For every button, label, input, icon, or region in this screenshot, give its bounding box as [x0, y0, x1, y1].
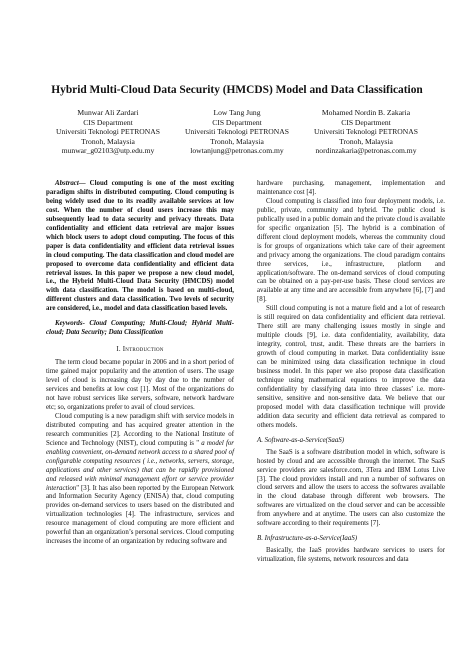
abstract	[46, 180, 234, 314]
author-name: Munwar Ali Zardari	[77, 108, 139, 117]
left-column	[46, 180, 234, 547]
author-university: Universiti Teknologi PETRONAS	[56, 127, 160, 137]
abstract-text: Cloud computing is one of the most exciting paradigm shifts in distributed computing. Cloud computing is being widely used due to its readily available services at low cost. When the number of cloud users increase this may subsequently lead to data security and privacy threats. Data confidentiality and efficient data retrieval are major issues which block users to adopt cloud computing. The focus of this paper is data confidentiality and efficient data retrieval issues in cloud computing. The data classification and cloud model are proposed to overcome data confidentiality and efficient data retrieval issues. In this paper we propose a new cloud model, i.e., the Hybrid Multi-Cloud Data Security (HMCDS) model with data classification. The model is based on multi-cloud, different clusters and data classification. Two levels of security are considered, i.e., model and data classification based levels.	[46, 180, 234, 313]
paragraph: hardware purchasing, management, implementation and maintenance cost [4].	[257, 180, 445, 196]
author-university: Universiti Teknologi PETRONAS	[314, 127, 418, 137]
author-block-1	[33, 108, 183, 156]
author-email: nordinzakaria@petronas.com.my	[315, 146, 417, 156]
author-name: Mohamed Nordin B. Zakaria	[321, 108, 411, 117]
author-city: Tronoh, Malaysia	[339, 136, 393, 146]
paragraph: Cloud computing is classified into four deployment models, i.e. public, private, community and hybrid. The public cloud is publically used in a public domain and the private cloud is available for specific organization [5]. The hybrid is a combination of different cloud deployment models, whereas the community cloud is for groups of organizations which take care of their agreement and privacy among the organizations. The cloud paradigm contains three services, i.e., infrastructure, platform and application/software. The on-demand services of cloud computing can be obtained on a pay-per-use basis. These cloud services are available at any time and are accessible from anywhere [6], [7] and [8].	[257, 197, 445, 304]
author-name: Low Tang Jung	[213, 108, 261, 117]
author-university: Universiti Teknologi PETRONAS	[185, 127, 289, 137]
author-email: lowtanjung@petronas.com.my	[190, 146, 284, 156]
author-city: Tronoh, Malaysia	[81, 136, 135, 146]
author-dept: CIS Department	[83, 117, 133, 127]
paragraph: Still cloud computing is not a mature field and a lot of research is still required on data confidentiality and efficient data retrieval. There still are many challenging issues mostly in single and multiple clouds [9], i.e. data confidentiality, availability, data integrity, control, trust, audit. These threats are the barriers in growth of cloud computing in market. Data confidentiality issue can be minimized using data classification technique in cloud business model. In this paper we also propose data classification technique using mathematical equations to improve the data confidentiality by classifying data into three classes’ i.e. more-sensitive, sensitive and non-sensitive data. We believe that our proposed model with data classification technique will provide addition data security and efficient data retrieval as compared to others models.	[257, 305, 445, 429]
paragraph: The SaaS is a software distribution model in which, software is hosted by cloud and are accessible through the internet. The SaaS service providers are salesforce.com, 3Tera and IBM Lotus Live [3]. The cloud providers install and run a number of softwares on cloud servers and allow the users to access the softwares available in the cloud database through different web browsers. The softwares are virtualized on the cloud server and can be accessible from anywhere and at anytime. The users can also customize the software according to their requirements [7].	[257, 448, 445, 528]
paragraph: The term cloud became popular in 2006 and in a short period of time gained major popularity and the attention of users. The usage level of cloud is increasing day by day due to the number of services and benefits at low cost [1]. Most of the organizations do not have robust services like servers, software, network hardware etc; so, organizations prefer to avail of cloud services.	[46, 359, 234, 411]
author-block-3	[291, 108, 441, 156]
paragraph	[46, 413, 234, 547]
subsection-heading: A. Software-as-a-Service(SaaS)	[257, 436, 345, 444]
paragraph: Basically, the IaaS provides hardware services to users for virtualization, file systems, network resources and data	[257, 547, 445, 564]
paragraph-text: " [3]. It has also been reported by the European Network and Information Security Agency (ENISA) that, cloud computing provides on-demand services to users based on the distributed and virtualization technologies [4]. The infrastructure, services and resource management of cloud computing are more efficient and powerful than an organization’s personal services. Cloud computing increases the income of an organization by reducing software and	[46, 484, 234, 546]
author-block-2	[162, 108, 312, 156]
author-email: munwar_g02103@utp.edu.my	[61, 146, 155, 156]
keywords: Keywords- Cloud Computing; Multi-Cloud; Hybrid Multi-cloud; Data Security; Data Classification	[46, 320, 234, 337]
section-heading: I. Introduction	[116, 346, 164, 354]
author-city: Tronoh, Malaysia	[210, 136, 264, 146]
author-dept: CIS Department	[341, 117, 391, 127]
abstract-label: Abstract—	[55, 180, 86, 187]
paper-title: Hybrid Multi-Cloud Data Security (HMCDS) Model and Data Classification	[51, 84, 423, 96]
subsection-heading: B. Infrastructure-as-a-Service(IaaS)	[257, 535, 358, 543]
paragraph-text: Cloud computing is a new paradigm shift with service models in distributed computing and has acquired greater attention in the research communities [2]. According to the National Institute of Science and Technology (NIST), cloud computing is "	[46, 412, 234, 447]
right-column	[257, 180, 445, 565]
author-dept: CIS Department	[212, 117, 262, 127]
nist-definition-quote: a model for enabling convenient, on-demand network access to a shared pool of configurable computing resources ( i.e., networks, servers, storage, applications and other services) that can be rapidly provisioned and released with minimal management effort or service provider interaction	[46, 439, 234, 492]
